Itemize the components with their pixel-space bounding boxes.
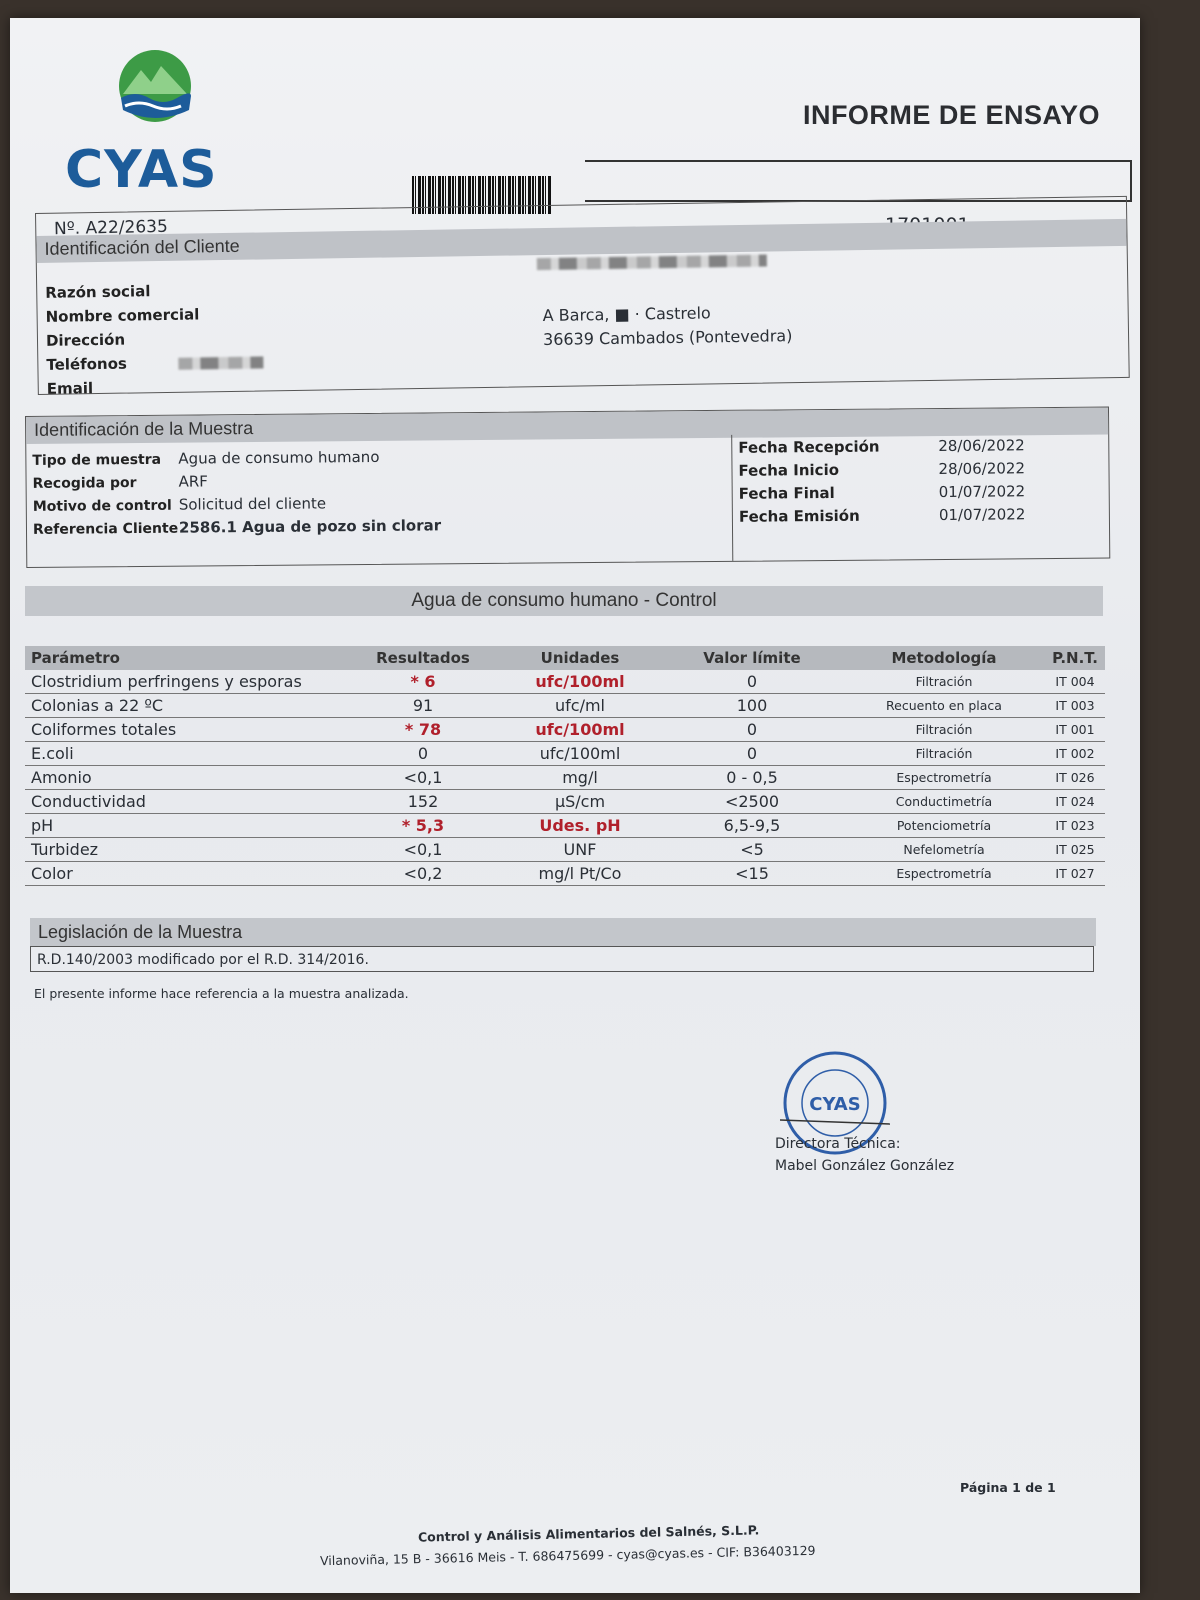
cell-metodologia: Filtración <box>843 670 1045 694</box>
value-fecha-recepcion: 28/06/2022 <box>938 436 1025 456</box>
cell-resultado: 91 <box>347 694 499 718</box>
signature-role: Directora Técnica: <box>775 1136 901 1152</box>
cell-limite: 0 - 0,5 <box>661 766 843 790</box>
label-fecha-final: Fecha Final <box>738 483 835 503</box>
table-row <box>25 862 1105 886</box>
table-row <box>25 838 1105 862</box>
cell-unidad: Udes. pH <box>499 814 661 838</box>
cell-parametro: Conductividad <box>25 790 347 814</box>
section-title: Agua de consumo humano - Control <box>25 586 1103 616</box>
results-table <box>25 646 1105 886</box>
label-fecha-emision: Fecha Emisión <box>738 506 860 526</box>
table-row <box>25 694 1105 718</box>
table-row <box>25 670 1105 694</box>
label-nombre-comercial: Nombre comercial <box>45 305 200 326</box>
cell-limite: 0 <box>661 670 843 694</box>
report-title: INFORME DE ENSAYO <box>802 100 1100 130</box>
cell-metodologia: Conductimetría <box>843 790 1045 814</box>
footer-company: Control y Análisis Alimentarios del Salnés, S.L.P. <box>417 1522 760 1545</box>
cell-limite: 0 <box>661 718 843 742</box>
address-line-1: A Barca, ■ · Castrelo <box>542 303 711 326</box>
report-note: El presente informe hace referencia a la muestra analizada. <box>34 986 409 1001</box>
label-email: Email <box>46 379 94 398</box>
cell-metodologia: Filtración <box>843 718 1045 742</box>
client-heading: Identificación del Cliente <box>36 219 1126 263</box>
stamp-text: CYAS <box>809 1094 861 1115</box>
cell-unidad: ufc/100ml <box>499 670 661 694</box>
cell-parametro: E.coli <box>25 742 347 766</box>
page-number: Página 1 de 1 <box>960 1480 1056 1495</box>
cell-metodologia: Filtración <box>843 742 1045 766</box>
cell-pnt: IT 001 <box>1045 718 1105 742</box>
cell-metodologia: Espectrometría <box>843 766 1045 790</box>
value-fecha-final: 01/07/2022 <box>938 482 1026 502</box>
logo-text: CYAS <box>65 140 218 200</box>
label-recogida: Recogida por <box>32 475 137 492</box>
address-line-2: 36639 Cambados (Pontevedra) <box>542 326 793 350</box>
cell-parametro: Clostridium perfringens y esporas <box>25 670 347 694</box>
cell-pnt: IT 026 <box>1045 766 1105 790</box>
cell-limite: <5 <box>661 838 843 862</box>
cell-resultado: * 5,3 <box>347 814 499 838</box>
table-body <box>25 670 1105 886</box>
redacted-phone <box>178 356 263 369</box>
table-row <box>25 814 1105 838</box>
value-recogida: ARF <box>178 472 208 491</box>
cell-parametro: pH <box>25 814 347 838</box>
cell-unidad: ufc/100ml <box>499 718 661 742</box>
cell-pnt: IT 025 <box>1045 838 1105 862</box>
cell-metodologia: Nefelometría <box>843 838 1045 862</box>
table-row <box>25 742 1105 766</box>
cell-parametro: Color <box>25 862 347 886</box>
label-telefonos: Teléfonos <box>46 354 128 374</box>
sample-section <box>25 407 1110 568</box>
cell-resultado: <0,1 <box>347 766 499 790</box>
cyas-logo <box>65 48 235 198</box>
legislation-heading: Legislación de la Muestra <box>30 918 1096 946</box>
label-motivo: Motivo de control <box>32 497 172 515</box>
table-row <box>25 718 1105 742</box>
cell-limite: <2500 <box>661 790 843 814</box>
cell-unidad: ufc/ml <box>499 694 661 718</box>
cell-resultado: <0,2 <box>347 862 499 886</box>
cell-unidad: ufc/100ml <box>499 742 661 766</box>
redacted-name <box>537 255 767 271</box>
label-direccion: Dirección <box>45 330 126 350</box>
cell-metodologia: Recuento en placa <box>843 694 1045 718</box>
cell-metodologia: Potenciometría <box>843 814 1045 838</box>
cell-unidad: mg/l Pt/Co <box>499 862 661 886</box>
cell-parametro: Colonias a 22 ºC <box>25 694 347 718</box>
value-motivo: Solicitud del cliente <box>178 494 327 514</box>
sample-heading: Identificación de la Muestra <box>26 408 1108 444</box>
cell-limite: 100 <box>661 694 843 718</box>
cell-limite: 0 <box>661 742 843 766</box>
value-fecha-inicio: 28/06/2022 <box>938 459 1026 479</box>
header-box <box>585 160 1132 202</box>
cell-parametro: Amonio <box>25 766 347 790</box>
cell-parametro: Turbidez <box>25 838 347 862</box>
cell-resultado: 152 <box>347 790 499 814</box>
label-tipo: Tipo de muestra <box>32 451 162 469</box>
col-resultados: Resultados <box>347 646 499 670</box>
cell-limite: 6,5-9,5 <box>661 814 843 838</box>
cell-pnt: IT 027 <box>1045 862 1105 886</box>
cell-resultado: <0,1 <box>347 838 499 862</box>
col-unidades: Unidades <box>499 646 661 670</box>
table-row <box>25 766 1105 790</box>
label-fecha-recepcion: Fecha Recepción <box>738 437 880 457</box>
cell-metodologia: Espectrometría <box>843 862 1045 886</box>
cell-pnt: IT 002 <box>1045 742 1105 766</box>
cell-unidad: UNF <box>499 838 661 862</box>
cell-limite: <15 <box>661 862 843 886</box>
cell-resultado: * 78 <box>347 718 499 742</box>
mountain-wave-icon <box>115 48 195 128</box>
footer-address: Vilanoviña, 15 B - 36616 Meis - T. 686475699 - cyas@cyas.es - CIF: B36403129 <box>319 1542 816 1569</box>
signature-name: Mabel González González <box>775 1158 955 1174</box>
label-fecha-inicio: Fecha Inicio <box>738 460 840 480</box>
col-pnt: P.N.T. <box>1045 646 1105 670</box>
table-row <box>25 790 1105 814</box>
report-page <box>10 18 1140 1593</box>
cell-pnt: IT 004 <box>1045 670 1105 694</box>
client-section <box>35 196 1130 398</box>
divider <box>731 435 733 561</box>
col-parametro: Parámetro <box>25 646 347 670</box>
col-metodologia: Metodología <box>843 646 1045 670</box>
table-header-row <box>25 646 1105 670</box>
label-referencia: Referencia Cliente <box>32 520 179 538</box>
cell-resultado: 0 <box>347 742 499 766</box>
report-number: Nº. A22/2635 <box>53 216 168 240</box>
cell-resultado: * 6 <box>347 670 499 694</box>
cell-unidad: mg/l <box>499 766 661 790</box>
cell-pnt: IT 024 <box>1045 790 1105 814</box>
cell-parametro: Coliformes totales <box>25 718 347 742</box>
cell-pnt: IT 023 <box>1045 814 1105 838</box>
value-tipo: Agua de consumo humano <box>178 447 380 468</box>
legislation-text: R.D.140/2003 modificado por el R.D. 314/2016. <box>30 946 1094 972</box>
value-fecha-emision: 01/07/2022 <box>938 505 1026 525</box>
value-referencia: 2586.1 Agua de pozo sin clorar <box>178 516 442 537</box>
cell-pnt: IT 003 <box>1045 694 1105 718</box>
col-valor-limite: Valor límite <box>661 646 843 670</box>
label-razon-social: Razón social <box>45 282 151 302</box>
cell-unidad: µS/cm <box>499 790 661 814</box>
